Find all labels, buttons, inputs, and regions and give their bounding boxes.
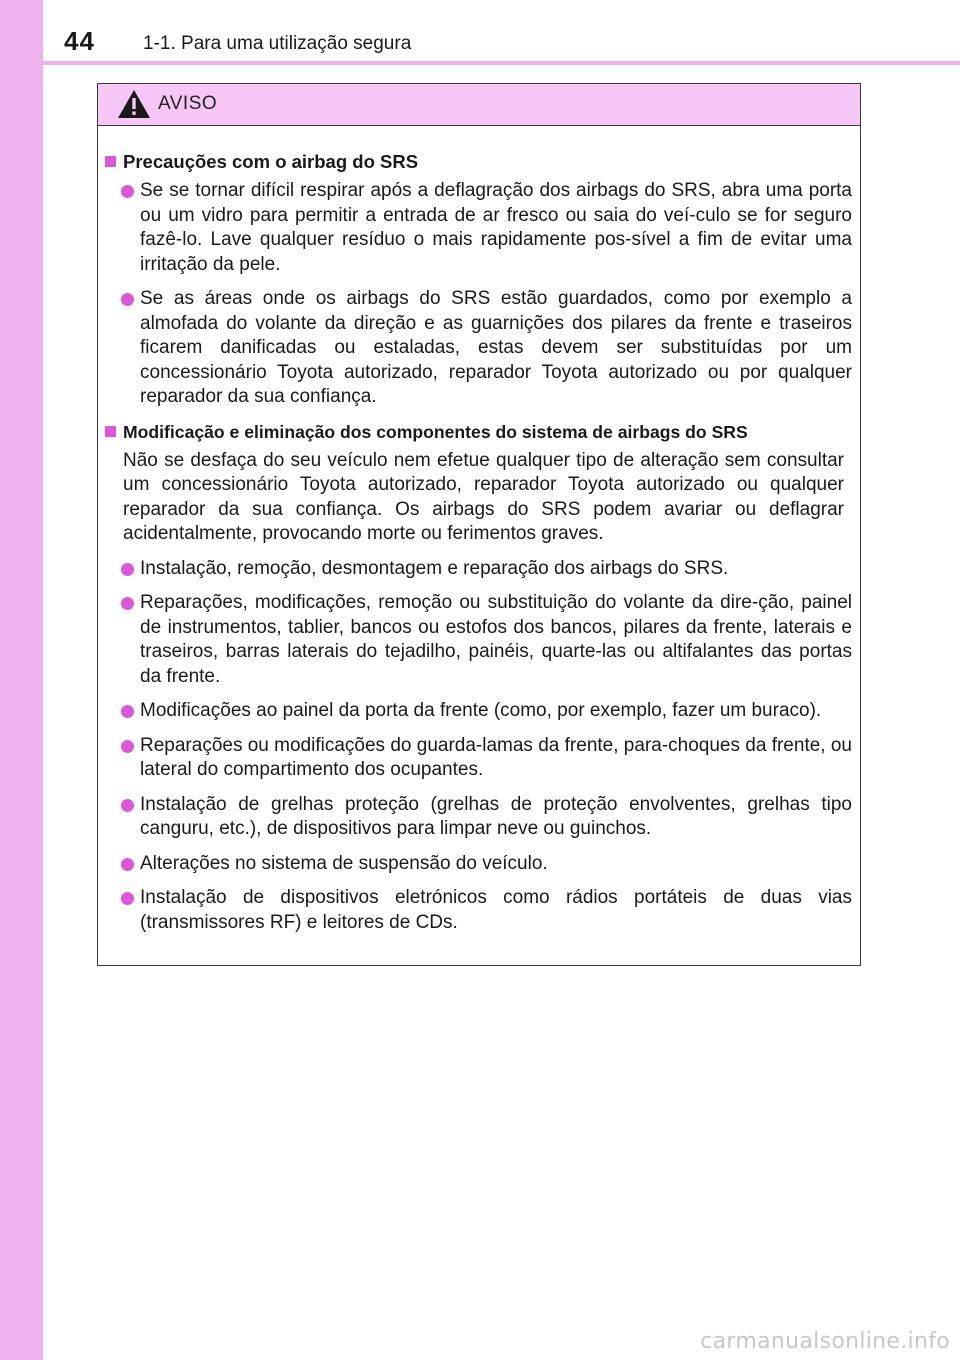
round-bullet-icon bbox=[121, 185, 134, 198]
round-bullet-icon bbox=[121, 597, 134, 610]
list-item bbox=[121, 734, 852, 783]
section-heading-text: Precauções com o airbag do SRS bbox=[123, 151, 419, 172]
section-heading-airbag-precautions bbox=[105, 150, 852, 174]
round-bullet-icon bbox=[121, 799, 134, 812]
warning-triangle-icon bbox=[117, 89, 151, 119]
section-heading-text: Modificação e eliminação dos componentes do sistema de airbags do SRS bbox=[123, 421, 748, 442]
list-item bbox=[121, 557, 852, 582]
square-bullet-icon bbox=[105, 426, 116, 437]
list-item bbox=[121, 591, 852, 689]
list-item-text: Modificações ao painel da porta da frente (como, por exemplo, fazer um buraco). bbox=[140, 700, 822, 721]
list-item bbox=[121, 699, 852, 724]
left-margin-band bbox=[0, 0, 43, 1360]
list-item-text: Se as áreas onde os airbags do SRS estão guardados, como por exemplo a almofada do volante da direção e as guarnições dos pilares da frente e traseiros ficarem danificadas ou estaladas, estas devem ser substituídas por um concessionário Toyota autorizado, reparador Toyota autorizado ou por qualquer reparador da sua confiança. bbox=[140, 288, 852, 407]
list-item-text: Reparações ou modificações do guarda-lamas da frente, para-choques da frente, ou lateral do compartimento dos ocupantes. bbox=[140, 734, 852, 780]
section-heading-modification bbox=[105, 420, 852, 444]
list-item-text: Se se tornar difícil respirar após a deflagração dos airbags do SRS, abra uma porta ou um vidro para permitir a entrada de ar fresco ou saia do veí-culo se for seguro fazê-lo. Lave qualquer resíduo o mais rapidamente pos-sível a fim de evitar uma irritação da pele. bbox=[140, 180, 852, 275]
list-item-text: Instalação de grelhas proteção (grelhas de proteção envolventes, grelhas tipo canguru, etc.), de dispositivos para limpar neve ou guinchos. bbox=[140, 793, 852, 839]
round-bullet-icon bbox=[121, 563, 134, 576]
list-item-text: Instalação de dispositivos eletrónicos como rádios portáteis de duas vias (transmissores RF) e leitores de CDs. bbox=[140, 887, 852, 933]
list-item-text: Alterações no sistema de suspensão do veículo. bbox=[140, 852, 548, 874]
warning-label: AVISO bbox=[158, 93, 218, 114]
round-bullet-icon bbox=[121, 892, 134, 905]
list-item bbox=[121, 886, 852, 935]
warning-body bbox=[98, 126, 860, 935]
page-header-title: 1-1. Para uma utilização segura bbox=[143, 33, 412, 54]
round-bullet-icon bbox=[121, 858, 134, 871]
list-item bbox=[121, 852, 852, 877]
list-item-text: Reparações, modificações, remoção ou substituição do volante da dire-ção, painel de instrumentos, tablier, bancos ou estofos dos bancos, pilares da frente, laterais e traseiros, barras laterais do tejadilho, painéis, quarte-las ou altifalantes das portas da frente. bbox=[140, 592, 852, 687]
round-bullet-icon bbox=[121, 705, 134, 718]
list-item bbox=[121, 287, 852, 410]
round-bullet-icon bbox=[121, 740, 134, 753]
section-paragraph: Não se desfaça do seu veículo nem efetue qualquer tipo de alteração sem consultar um concessionário Toyota autorizado, reparador Toyota autorizado ou qualquer reparador da sua confiança. Os airbags do SRS podem avariar ou deflagrar acidentalmente, provocando morte ou ferimentos graves. bbox=[123, 449, 844, 544]
warning-box bbox=[97, 83, 861, 966]
page-number: 44 bbox=[64, 26, 95, 56]
square-bullet-icon bbox=[105, 156, 116, 167]
header-rule bbox=[43, 61, 960, 65]
round-bullet-icon bbox=[121, 293, 134, 306]
list-item-text: Instalação, remoção, desmontagem e reparação dos airbags do SRS. bbox=[140, 557, 729, 579]
list-item bbox=[121, 179, 852, 277]
warning-header bbox=[98, 84, 860, 126]
list-item bbox=[121, 793, 852, 842]
watermark: carmanualsonline.info bbox=[700, 1329, 950, 1354]
